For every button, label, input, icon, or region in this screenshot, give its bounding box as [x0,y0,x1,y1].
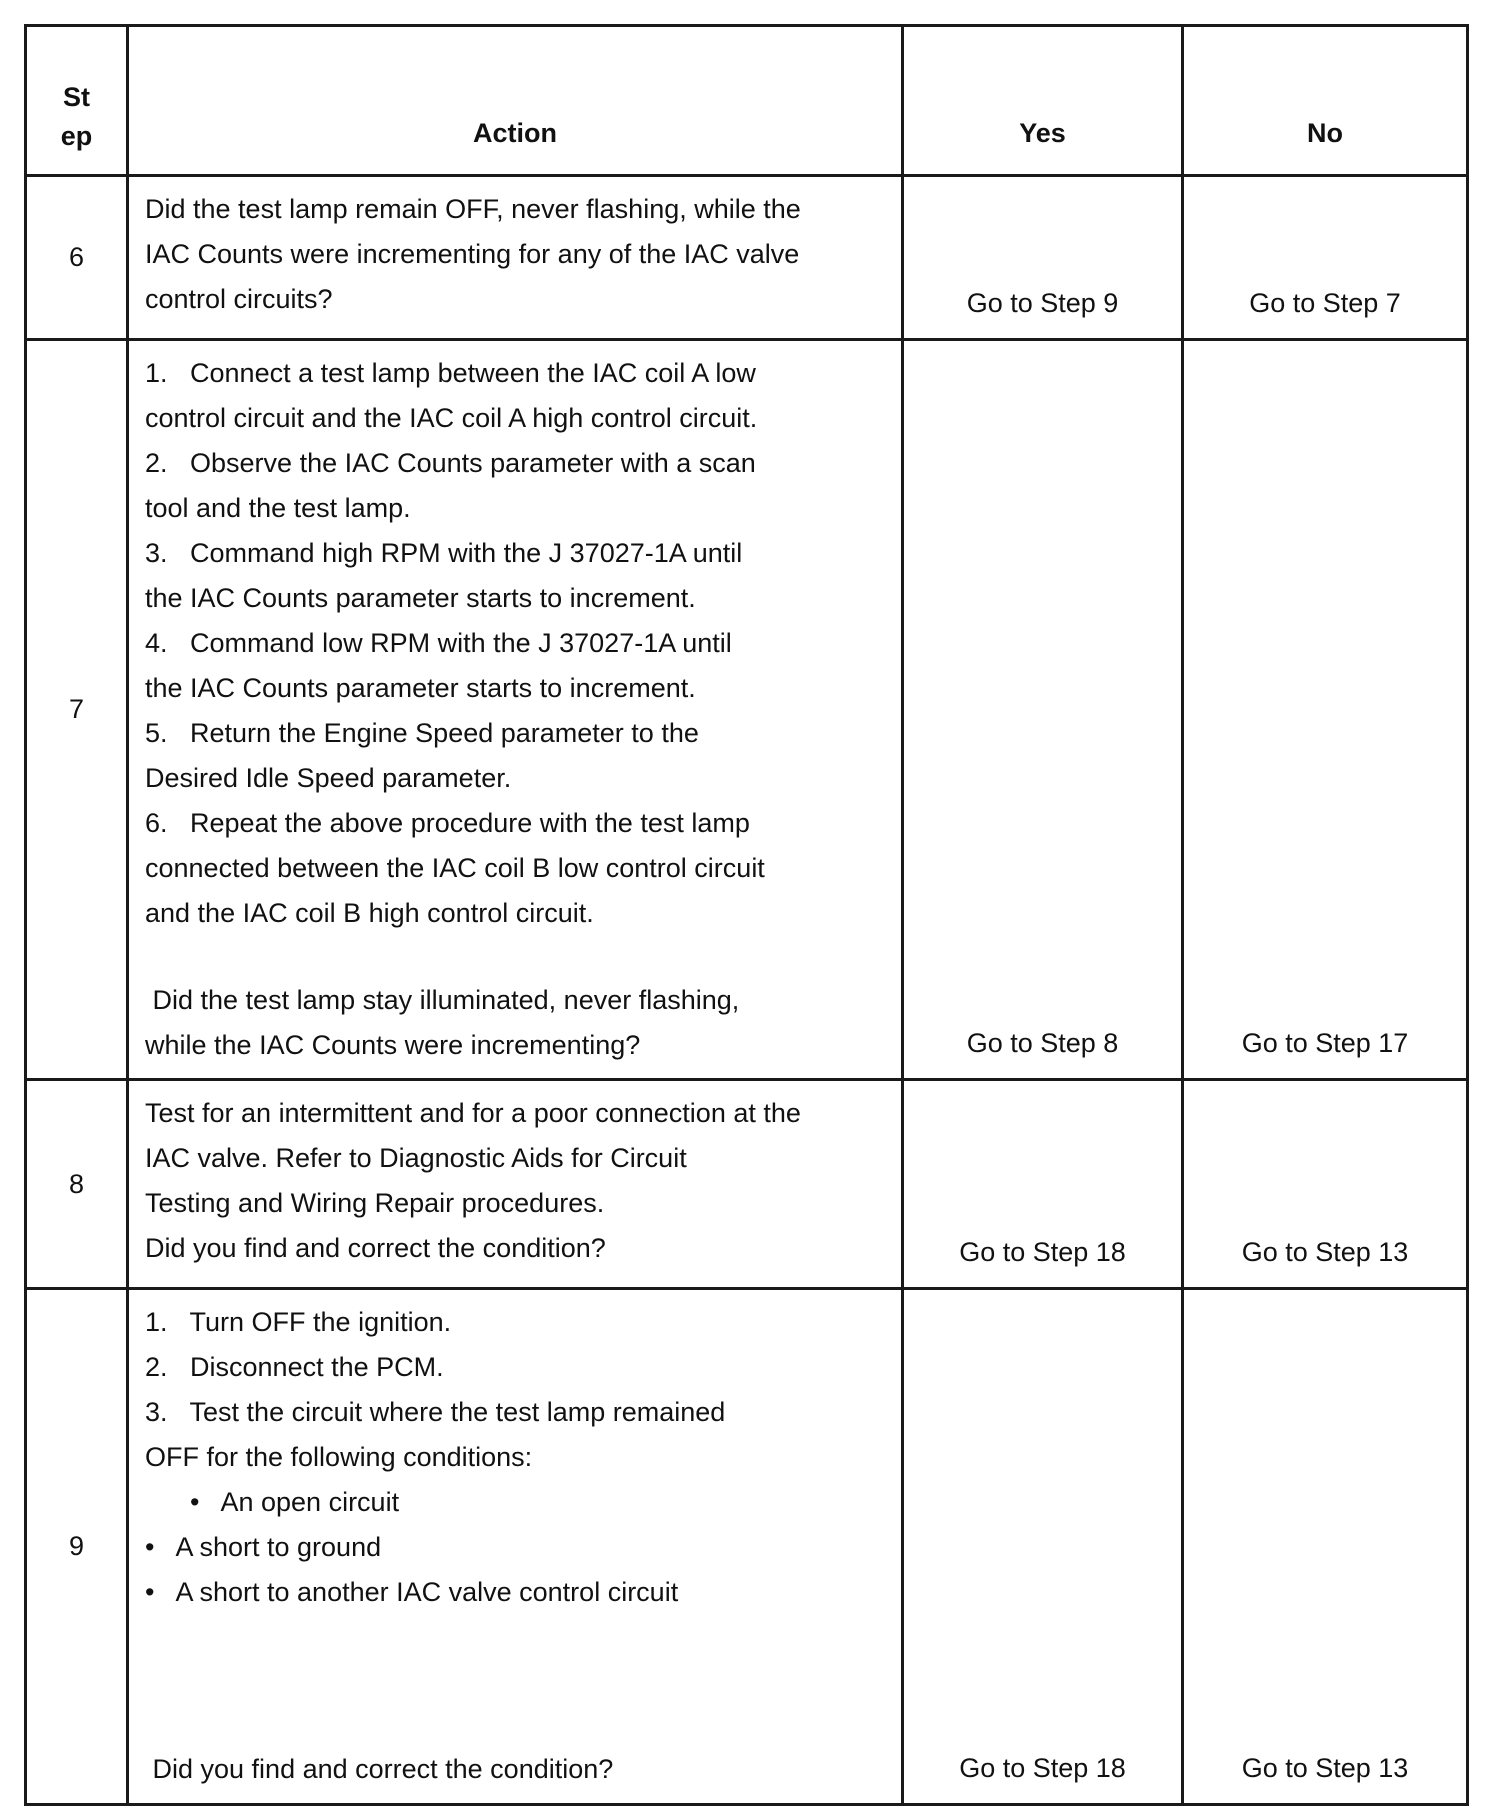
yes-header: Yes [903,26,1183,176]
no-cell: Go to Step 13 [1183,1289,1468,1805]
question-line: Did you find and correct the condition? [145,1754,614,1784]
no-header: No [1183,26,1468,176]
action-line: the IAC Counts parameter starts to increment. [145,583,696,613]
action-cell [128,340,903,1080]
action-line: Did you find and correct the condition? [145,1233,606,1263]
action-line: Test for an intermittent and for a poor connection at the [145,1098,801,1128]
table-row-step-7 [26,340,1468,1080]
yes-cell: Go to Step 18 [903,1080,1183,1289]
action-line: 6. Repeat the above procedure with the test lamp [145,808,750,838]
action-line: Desired Idle Speed parameter. [145,763,512,793]
action-cell [128,1080,903,1289]
table-row-step-6 [26,176,1468,340]
action-line: 4. Command low RPM with the J 37027-1A until [145,628,732,658]
action-cell [128,1289,903,1805]
action-line: 1. Turn OFF the ignition. [145,1307,452,1337]
action-line: IAC valve. Refer to Diagnostic Aids for Circuit [145,1143,687,1173]
no-cell: Go to Step 7 [1183,176,1468,340]
action-line: tool and the test lamp. [145,493,411,523]
table-row-step-9 [26,1289,1468,1805]
step-header [26,26,128,176]
action-line: OFF for the following conditions: [145,1442,533,1472]
action-line: 3. Test the circuit where the test lamp remained [145,1397,726,1427]
no-cell: Go to Step 13 [1183,1080,1468,1289]
yes-cell: Go to Step 18 [903,1289,1183,1805]
action-line: 3. Command high RPM with the J 37027-1A until [145,538,743,568]
action-line: 2. Observe the IAC Counts parameter with a scan [145,448,756,478]
action-line: connected between the IAC coil B low control circuit [145,853,765,883]
action-line: 5. Return the Engine Speed parameter to the [145,718,699,748]
no-cell: Go to Step 17 [1183,340,1468,1080]
question-line: while the IAC Counts were incrementing? [145,1030,641,1060]
step-header-line1: St [63,82,90,112]
action-cell [128,176,903,340]
yes-cell: Go to Step 8 [903,340,1183,1080]
action-line: and the IAC coil B high control circuit. [145,898,594,928]
spacer [145,936,885,978]
action-line: IAC Counts were incrementing for any of the IAC valve [145,239,800,269]
action-line: control circuits? [145,284,333,314]
action-line: Testing and Wiring Repair procedures. [145,1188,605,1218]
spacer [145,1615,885,1747]
diagnostic-table [24,24,1469,1806]
action-line: the IAC Counts parameter starts to increment. [145,673,696,703]
table-row-step-8 [26,1080,1468,1289]
step-number: 6 [26,176,128,340]
bullet-item: • A short to ground [145,1532,382,1562]
step-number: 7 [26,340,128,1080]
action-line: 2. Disconnect the PCM. [145,1352,444,1382]
bullet-item: • An open circuit [145,1487,400,1517]
question-line: Did the test lamp stay illuminated, never flashing, [145,985,740,1015]
action-line: 1. Connect a test lamp between the IAC coil A low [145,358,756,388]
step-number: 8 [26,1080,128,1289]
action-line: control circuit and the IAC coil A high control circuit. [145,403,758,433]
step-header-line2: ep [60,121,93,151]
header-row [26,26,1468,176]
action-line: Did the test lamp remain OFF, never flashing, while the [145,194,801,224]
action-header: Action [128,26,903,176]
step-number: 9 [26,1289,128,1805]
bullet-item: • A short to another IAC valve control circuit [145,1577,679,1607]
yes-cell: Go to Step 9 [903,176,1183,340]
